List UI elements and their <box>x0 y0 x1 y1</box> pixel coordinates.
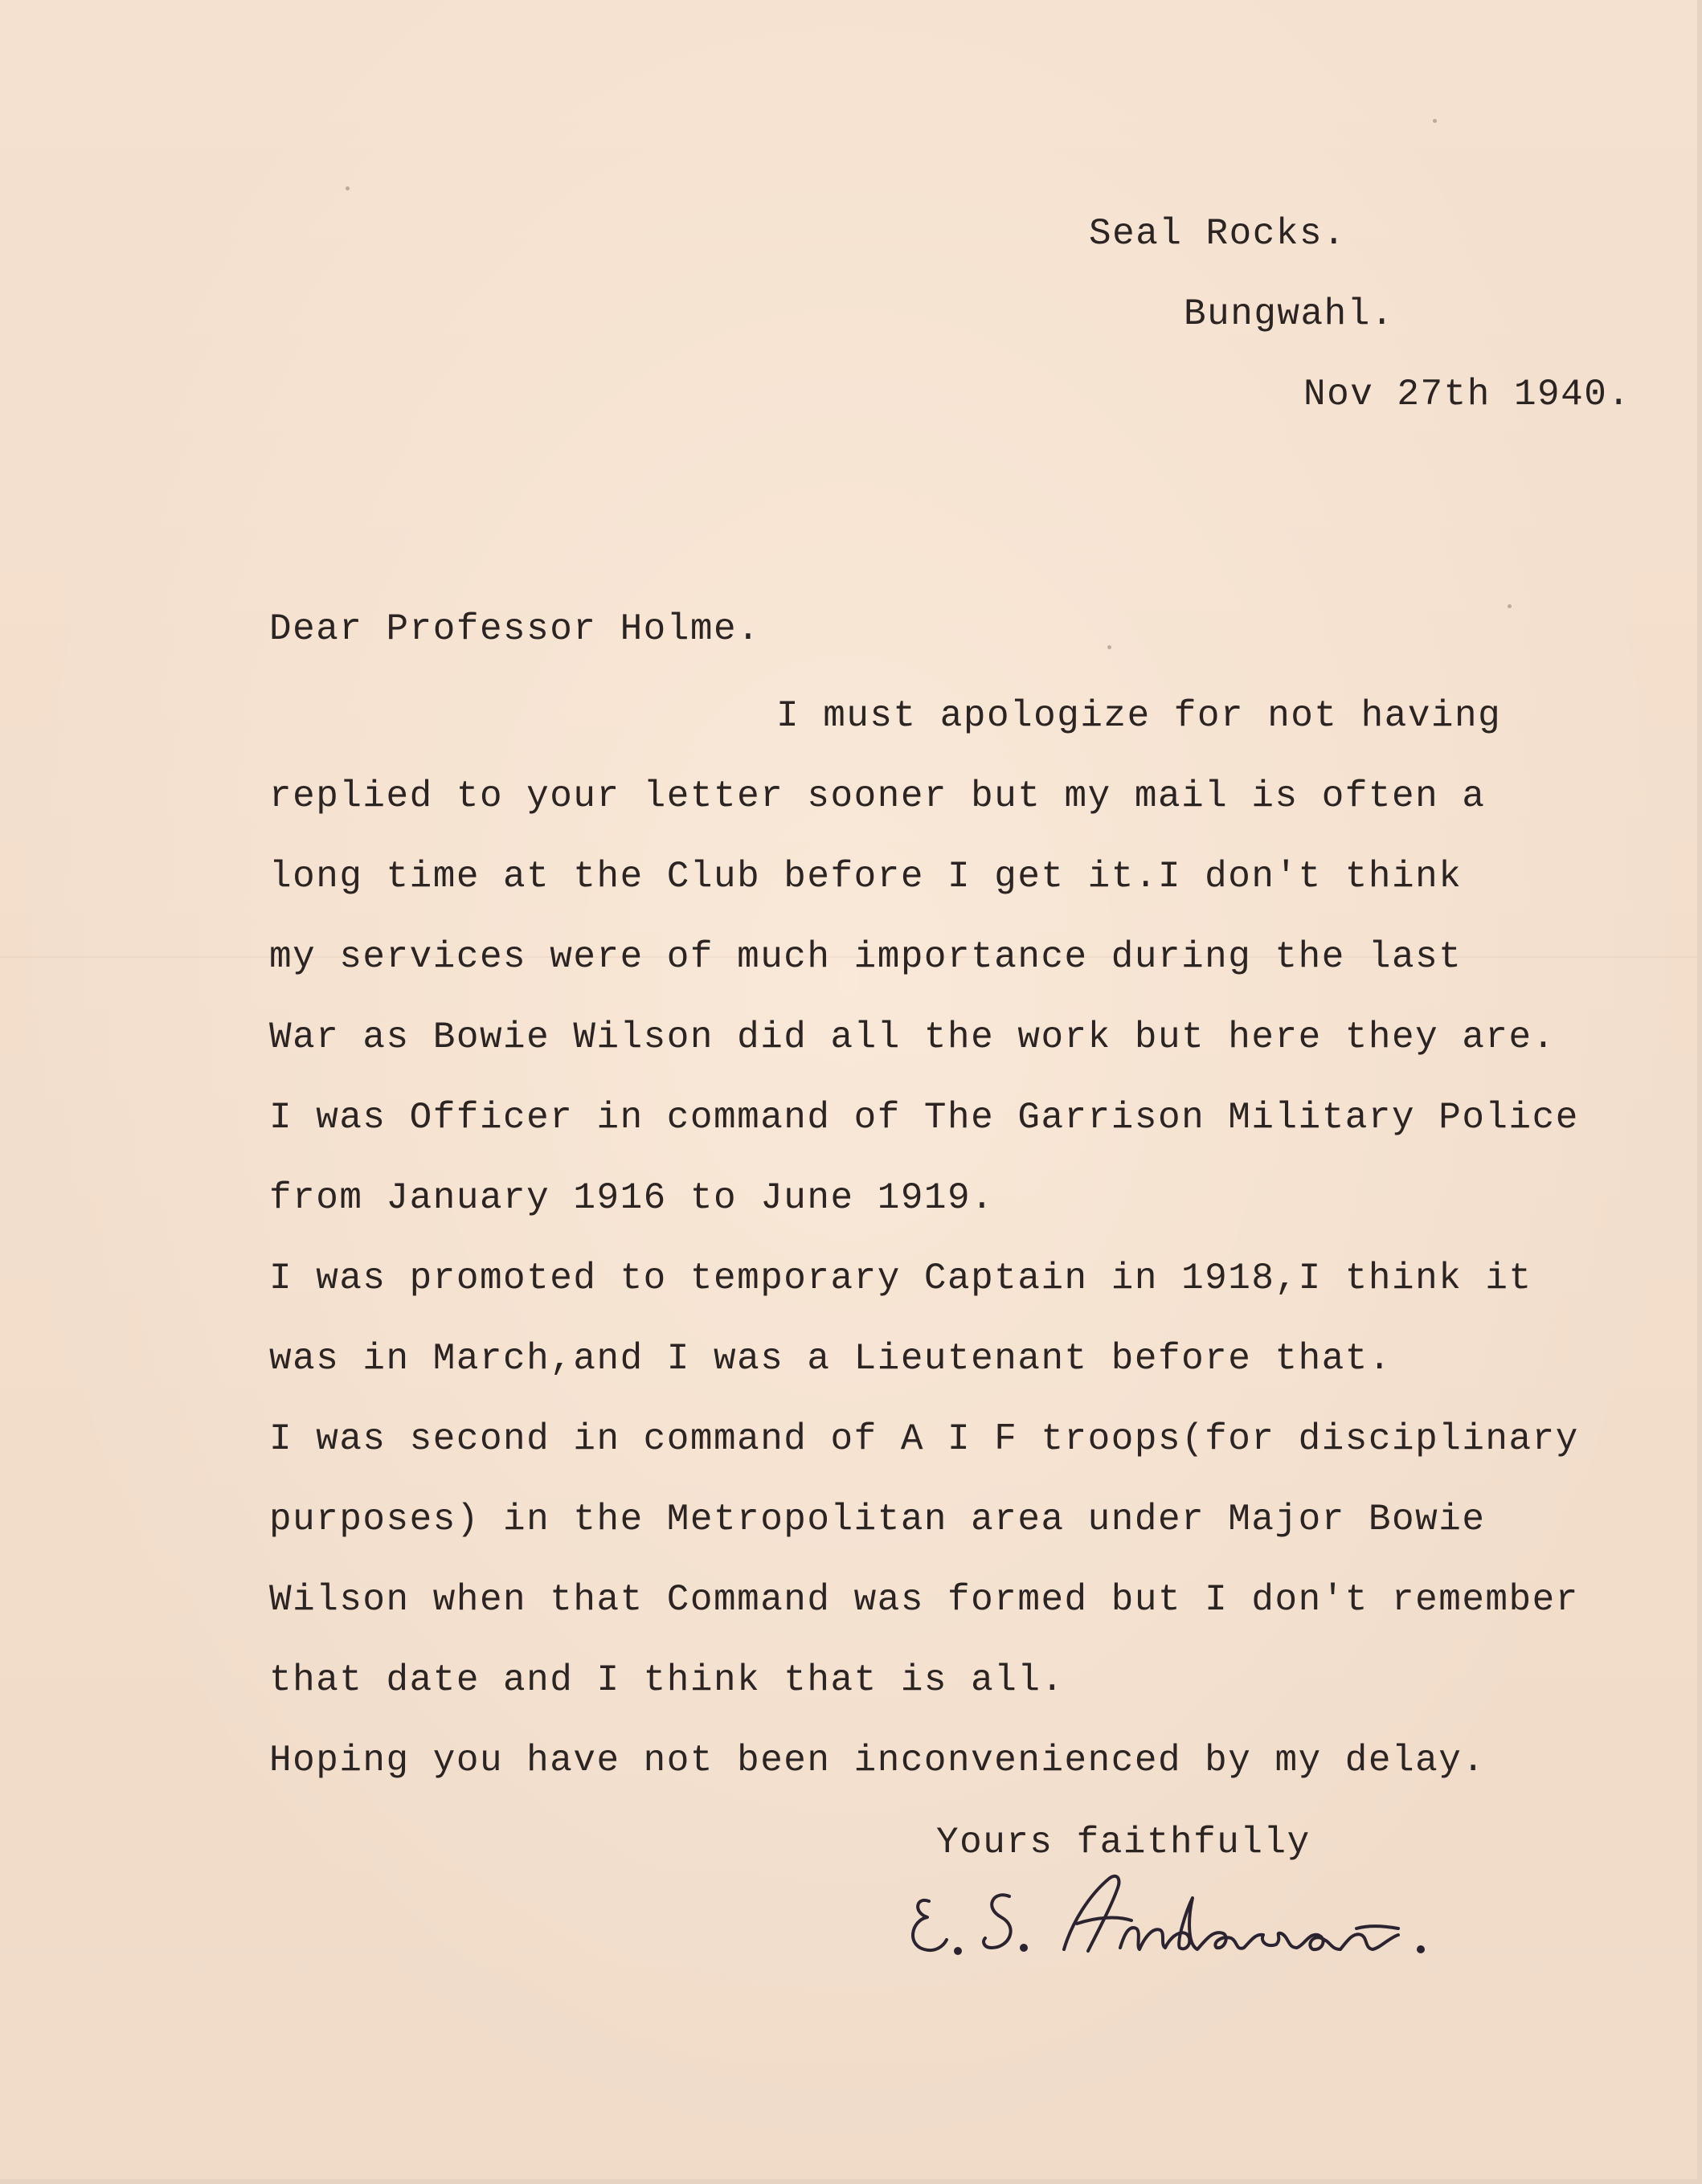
body-line: I was promoted to temporary Captain in 1918,I think it <box>269 1258 1532 1299</box>
body-line: Wilson when that Command was formed but I don't remember <box>269 1579 1579 1621</box>
address-line-1: Seal Rocks. <box>1089 213 1347 255</box>
body-line: from January 1916 to June 1919. <box>269 1177 995 1219</box>
body-line: that date and I think that is all. <box>269 1659 1065 1701</box>
letter-date: Nov 27th 1940. <box>1303 374 1631 415</box>
closing: Yours faithfully <box>936 1822 1311 1863</box>
body-line: replied to your letter sooner but my mail is often a <box>269 775 1486 817</box>
paper-speck <box>1508 604 1512 608</box>
body-line: my services were of much importance during the last <box>269 936 1463 978</box>
body-line: I must apologize for not having <box>776 695 1502 737</box>
body-line: long time at the Club before I get it.I don't think <box>269 856 1463 898</box>
paper-speck <box>1107 645 1111 649</box>
body-line: War as Bowie Wilson did all the work but here they are. <box>269 1016 1556 1058</box>
body-line: was in March,and I was a Lieutenant before that. <box>269 1338 1393 1380</box>
paper-speck <box>346 186 350 190</box>
body-line: Hoping you have not been inconvenienced by my delay. <box>269 1740 1486 1781</box>
handwritten-signature <box>906 1855 1549 1983</box>
body-line: I was second in command of A I F troops(for disciplinary <box>269 1418 1579 1460</box>
paper-speck <box>1433 119 1437 123</box>
body-line: purposes) in the Metropolitan area under Major Bowie <box>269 1499 1486 1540</box>
salutation: Dear Professor Holme. <box>269 608 761 650</box>
body-line: I was Officer in command of The Garrison Military Police <box>269 1097 1579 1139</box>
address-line-2: Bungwahl. <box>1184 293 1394 335</box>
